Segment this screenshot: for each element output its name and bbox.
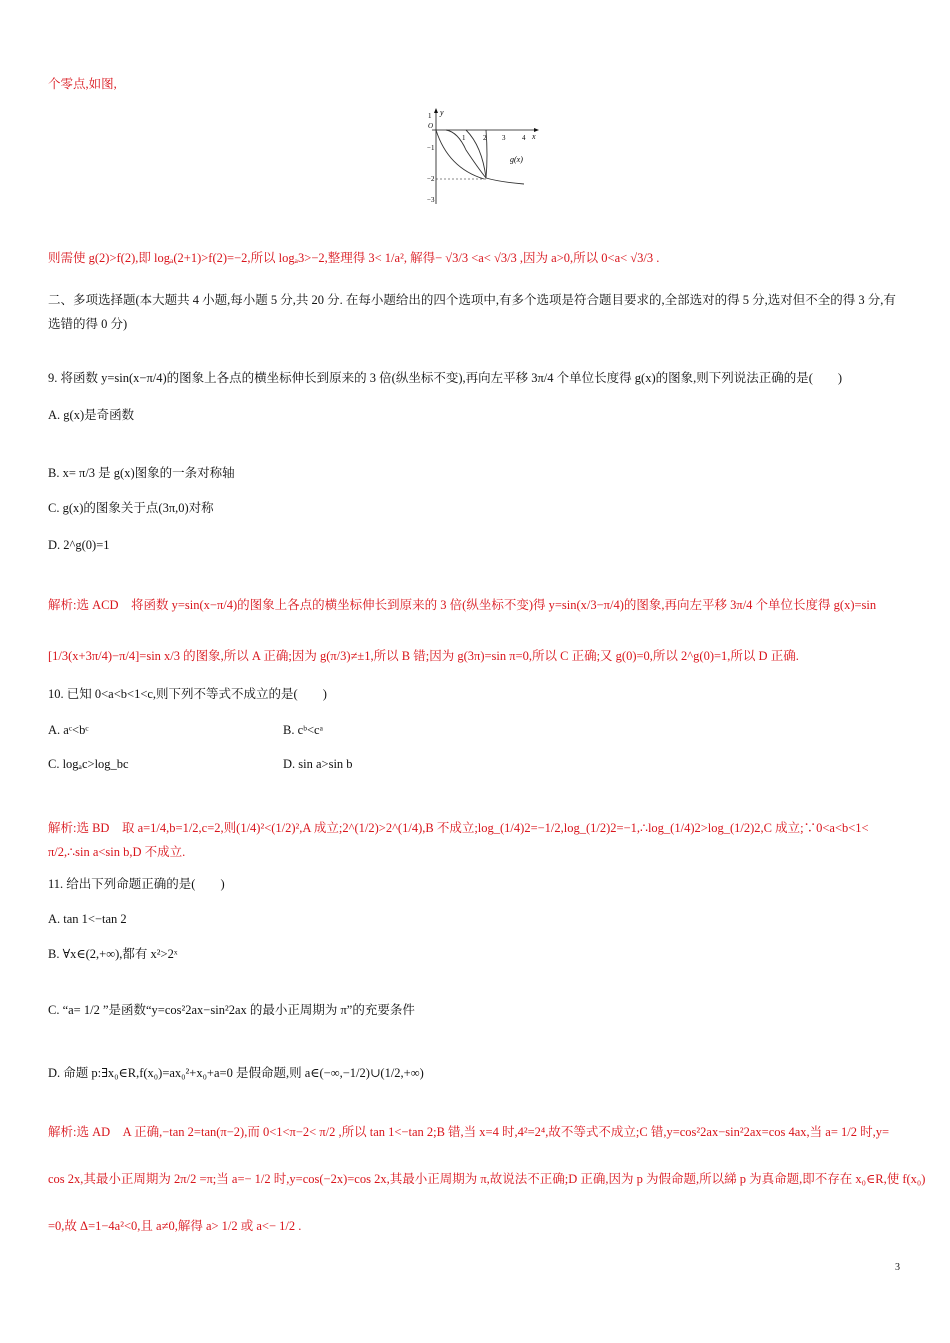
q9-option-b: B. x= π/3 是 g(x)图象的一条对称轴 bbox=[48, 466, 235, 480]
question-10: 10. 已知 0<a<b<1<c,则下列不等式不成立的是( ) bbox=[48, 687, 327, 701]
q9-option-d: D. 2^g(0)=1 bbox=[48, 538, 110, 552]
page-number: 3 bbox=[895, 1262, 900, 1273]
svg-text:−2: −2 bbox=[427, 175, 435, 183]
q10-option-d: D. sin a>sin b bbox=[283, 757, 353, 771]
q11-option-c: C. “a= 1/2 ”是函数“y=cos²2ax−sin²2ax 的最小正周期为 π”的充要条件 bbox=[48, 1003, 415, 1017]
question-11: 11. 给出下列命题正确的是( ) bbox=[48, 877, 225, 891]
q10-option-b: B. cᵇ<cᵃ bbox=[283, 723, 324, 737]
svg-text:1: 1 bbox=[428, 112, 432, 120]
q9-option-c: C. g(x)的图象关于点(3π,0)对称 bbox=[48, 501, 214, 515]
svg-text:3: 3 bbox=[502, 134, 506, 142]
svg-text:1: 1 bbox=[462, 134, 466, 142]
q11-option-d: D. 命题 p:∃x₀∈R,f(x₀)=ax₀²+x₀+a=0 是假命题,则 a∈(−∞,−1/2)∪(1/2,+∞) bbox=[48, 1066, 424, 1080]
question-9: 9. 将函数 y=sin(x−π/4)的图象上各点的横坐标伸长到原来的 3 倍(纵坐标不变),再向左平移 3π/4 个单位长度得 g(x)的图象,则下列说法正确的是( ) bbox=[48, 371, 843, 385]
solution-11-line2: cos 2x,其最小正周期为 2π/2 =π;当 a=− 1/2 时,y=cos(−2x)=cos 2x,其最小正周期为 π,故说法不正确;D 正确,因为 p 为假命题,所以綈 p 为真命题,即不存在 x₀∈R,使 f(x₀) bbox=[48, 1172, 926, 1186]
top-note: 个零点,如图, bbox=[48, 77, 117, 91]
solution-8: 则需使 g(2)>f(2),即 logₐ(2+1)>f(2)=−2,所以 logₐ3>−2,整理得 3< 1/a², 解得− √3/3 <a< √3/3 ,因为 a>0,所以 0<a< √3/3 . bbox=[48, 251, 660, 265]
solution-11-line1: 解析:选 AD A 正确,−tan 2=tan(π−2),而 0<1<π−2< π/2 ,所以 tan 1<−tan 2;B 错,当 x=4 时,4²=2⁴,故不等式不成立;C 错,y=cos²2ax−sin²2ax=cos 4ax,当 a= 1/2 时,y= bbox=[48, 1125, 890, 1139]
q11-option-a: A. tan 1<−tan 2 bbox=[48, 912, 127, 926]
solution-11-line3: =0,故 Δ=1−4a²<0,且 a≠0,解得 a> 1/2 或 a<− 1/2 . bbox=[48, 1219, 302, 1233]
svg-text:−1: −1 bbox=[427, 144, 435, 152]
solution-9-line1: 解析:选 ACD 将函数 y=sin(x−π/4)的图象上各点的横坐标伸长到原来的 3 倍(纵坐标不变)得 y=sin(x/3−π/4)的图象,再向左平移 3π/4 个单位长度得 g(x)=sin bbox=[48, 598, 877, 612]
solution-9-line2: [1/3(x+3π/4)−π/4]=sin x/3 的图象,所以 A 正确;因为 g(π/3)≠±1,所以 B 错;因为 g(3π)=sin π=0,所以 C 正确;又 g(0)=0,所以 2^g(0)=1,所以 D 正确. bbox=[48, 649, 799, 663]
q10-option-c: C. logₐc>log_bc bbox=[48, 757, 129, 771]
section-2-heading: 二、多项选择题(本大题共 4 小题,每小题 5 分,共 20 分. 在每小题给出的四个选项中,有多个选项是符合题目要求的,全部选对的得 5 分,选对但不全的得 3 分,有选错的得 0 分) bbox=[48, 293, 896, 331]
function-graph bbox=[428, 106, 540, 206]
q10-option-a: A. aᶜ<bᶜ bbox=[48, 723, 89, 737]
svg-text:O: O bbox=[428, 122, 434, 130]
svg-text:−3: −3 bbox=[427, 196, 435, 204]
svg-text:4: 4 bbox=[522, 134, 526, 142]
svg-text:g(x): g(x) bbox=[510, 155, 523, 164]
q9-option-a: A. g(x)是奇函数 bbox=[48, 408, 135, 422]
solution-10: 解析:选 BD 取 a=1/4,b=1/2,c=2,则(1/4)²<(1/2)²,A 成立;2^(1/2)>2^(1/4),B 不成立;log_(1/4)2=−1/2,log_(1/2)2=−1,∴log_(1/4)2>log_(1/2)2,C 成立;∵0<a<b<1< π/2,∴sin a<sin b,D 不成立. bbox=[48, 821, 869, 859]
svg-text:2: 2 bbox=[483, 134, 487, 142]
svg-text:y: y bbox=[440, 108, 444, 117]
q11-option-b: B. ∀x∈(2,+∞),都有 x²>2ˣ bbox=[48, 947, 178, 961]
svg-text:x: x bbox=[532, 132, 536, 141]
